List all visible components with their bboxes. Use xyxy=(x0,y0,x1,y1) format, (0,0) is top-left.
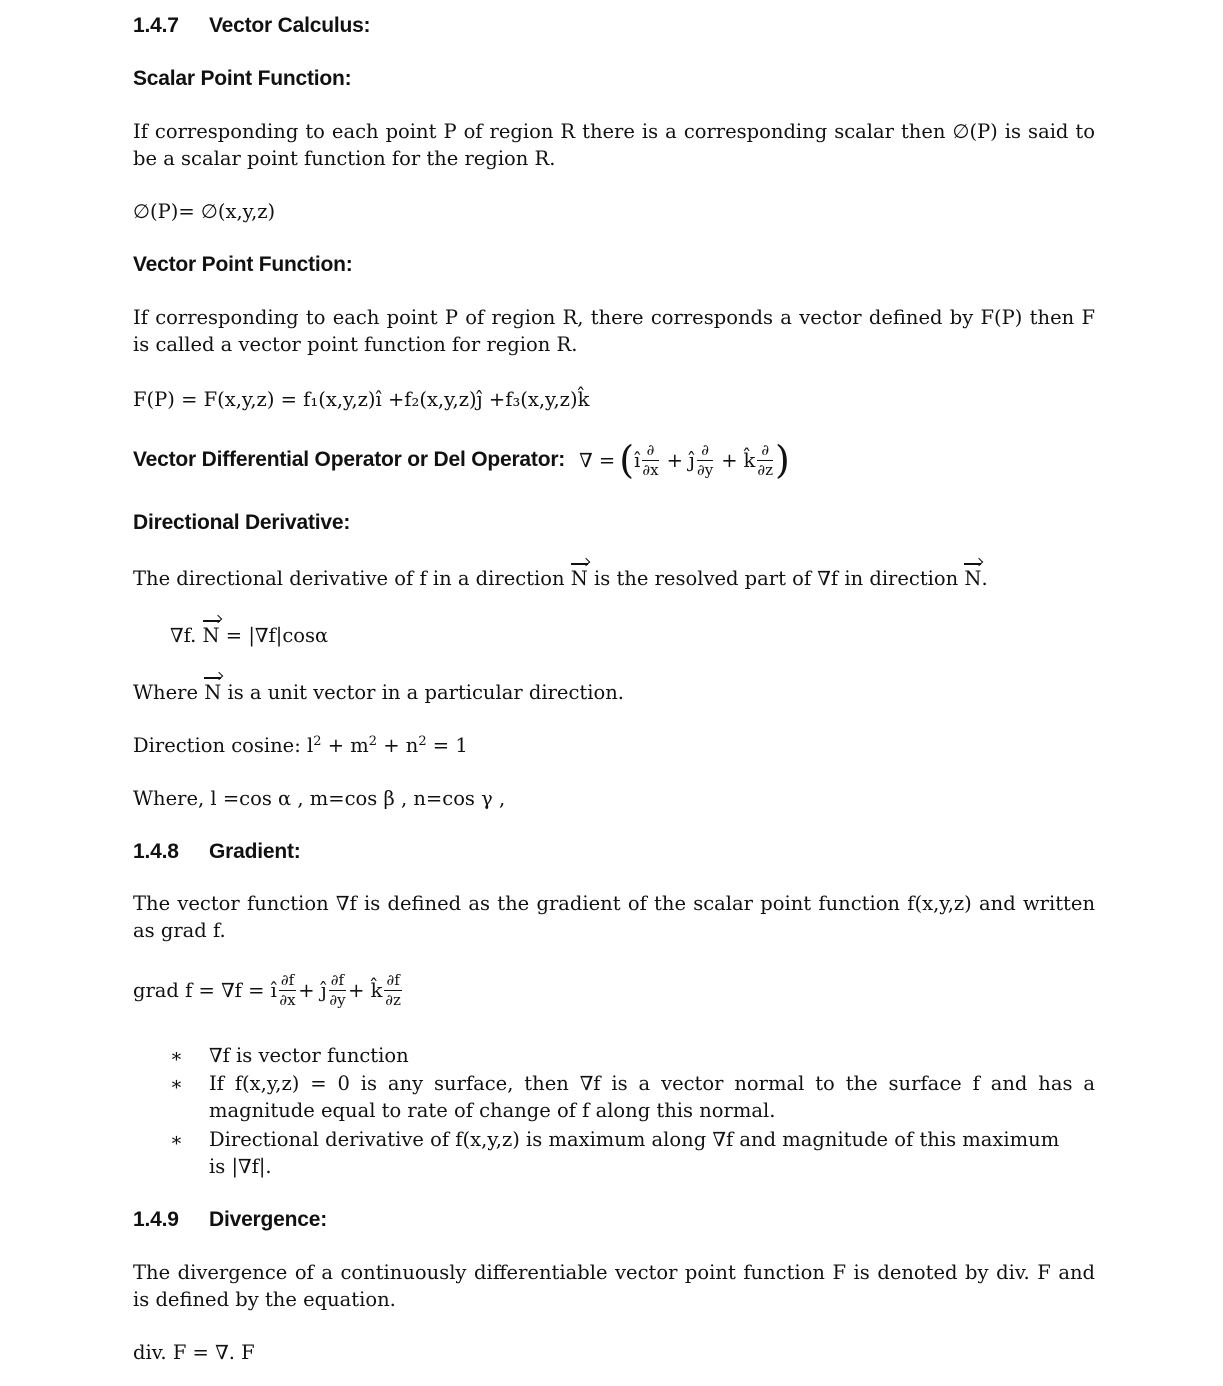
directional-derivative-heading: Directional Derivative: xyxy=(133,511,351,534)
gradient-fraction-x: $\frac{\partial f}{\partial x}$ xyxy=(279,970,296,1009)
bullet-marker: ∗ xyxy=(170,1129,183,1151)
divergence-formula: div. F = ∇. F xyxy=(133,1341,255,1364)
del-plus-1: + xyxy=(666,448,683,472)
del-j-hat: ĵ xyxy=(688,448,695,472)
vector-n: N xyxy=(202,624,220,647)
section-heading-1-4-7 xyxy=(133,14,370,38)
del-i-hat: î xyxy=(634,448,641,472)
section-title: Gradient: xyxy=(209,840,301,863)
direction-cosine-definitions: Where, l =cos α , m=cos β , n=cos γ , xyxy=(133,787,506,810)
vector-n: N xyxy=(964,567,982,590)
gradient-paragraph: The vector function ∇f is defined as the gradient of the scalar point function f(x,y,z) and written as grad f. xyxy=(133,892,1095,942)
section-number: 1.4.7 xyxy=(133,14,179,37)
directional-derivative-formula: ∇f. N = |∇f|cosα xyxy=(170,624,329,647)
del-fraction-x: $\frac{\partial}{\partial x}$ xyxy=(642,440,659,479)
del-operator-line xyxy=(133,436,790,484)
unit-vector-note: Where N is a unit vector in a particular direction. xyxy=(133,681,624,704)
section-heading-1-4-9 xyxy=(133,1208,327,1232)
section-number: 1.4.8 xyxy=(133,840,179,863)
vector-n: N xyxy=(204,681,222,704)
gradient-fraction-y: $\frac{\partial f}{\partial y}$ xyxy=(329,970,346,1009)
section-title: Vector Calculus: xyxy=(209,14,371,37)
divergence-paragraph: The divergence of a continuously differentiable vector point function F is denoted by div. F and is defined by the equation. xyxy=(133,1261,1095,1311)
bullet-marker: ∗ xyxy=(170,1045,183,1067)
scalar-point-function-paragraph: If corresponding to each point P of region R there is a corresponding scalar then ∅(P) is said to be a scalar point function for the region R. xyxy=(133,120,1095,170)
del-plus-2: + xyxy=(721,448,738,472)
bullet-item: If f(x,y,z) = 0 is any surface, then ∇f is a vector normal to the surface f and has a magnitude equal to rate of change of f along this normal. xyxy=(209,1072,1095,1122)
section-title: Divergence: xyxy=(209,1208,328,1231)
del-k-hat: k̂ xyxy=(743,448,756,472)
del-lhs: ∇ = xyxy=(579,448,616,472)
del-operator-heading: Vector Differential Operator or Del Operator: xyxy=(133,448,566,471)
direction-cosine-formula: Direction cosine: $l^2 + m^2 + n^2 = 1$ xyxy=(133,734,468,757)
vector-point-function-formula: F(P) = F(x,y,z) = f₁(x,y,z)î +f₂(x,y,z)ĵ +f₃(x,y,z)k̂ xyxy=(133,388,590,411)
del-fraction-z: $\frac{\partial}{\partial z}$ xyxy=(757,440,774,479)
directional-derivative-paragraph: The directional derivative of f in a direction N is the resolved part of ∇f in direction N. xyxy=(133,567,988,590)
section-heading-1-4-8 xyxy=(133,840,301,864)
scalar-point-function-formula: ∅(P)= ∅(x,y,z) xyxy=(133,200,276,223)
section-number: 1.4.9 xyxy=(133,1208,179,1231)
vector-point-function-paragraph: If corresponding to each point P of region R, there corresponds a vector defined by F(P) then F is called a vector point function for region R. xyxy=(133,306,1095,356)
del-paren-open: ( xyxy=(619,438,635,482)
bullet-item: Directional derivative of f(x,y,z) is maximum along ∇f and magnitude of this maximum is |∇f|. xyxy=(209,1128,1060,1178)
gradient-fraction-z: $\frac{\partial f}{\partial z}$ xyxy=(385,970,401,1009)
vector-n: N xyxy=(570,567,588,590)
del-fraction-y: $\frac{\partial}{\partial y}$ xyxy=(696,440,714,479)
gradient-formula: grad f = ∇f = î $\frac{\partial f}{\partial x}$ + ĵ $\frac{\partial f}{\partial y}$ + k̂ $\frac{\partial f}{\partial z}$ xyxy=(133,970,401,1009)
del-paren-close: ) xyxy=(775,438,790,482)
vector-point-function-heading: Vector Point Function: xyxy=(133,253,353,276)
bullet-marker: ∗ xyxy=(170,1073,183,1095)
scalar-point-function-heading: Scalar Point Function: xyxy=(133,67,352,90)
bullet-item: ∇f is vector function xyxy=(209,1044,409,1067)
